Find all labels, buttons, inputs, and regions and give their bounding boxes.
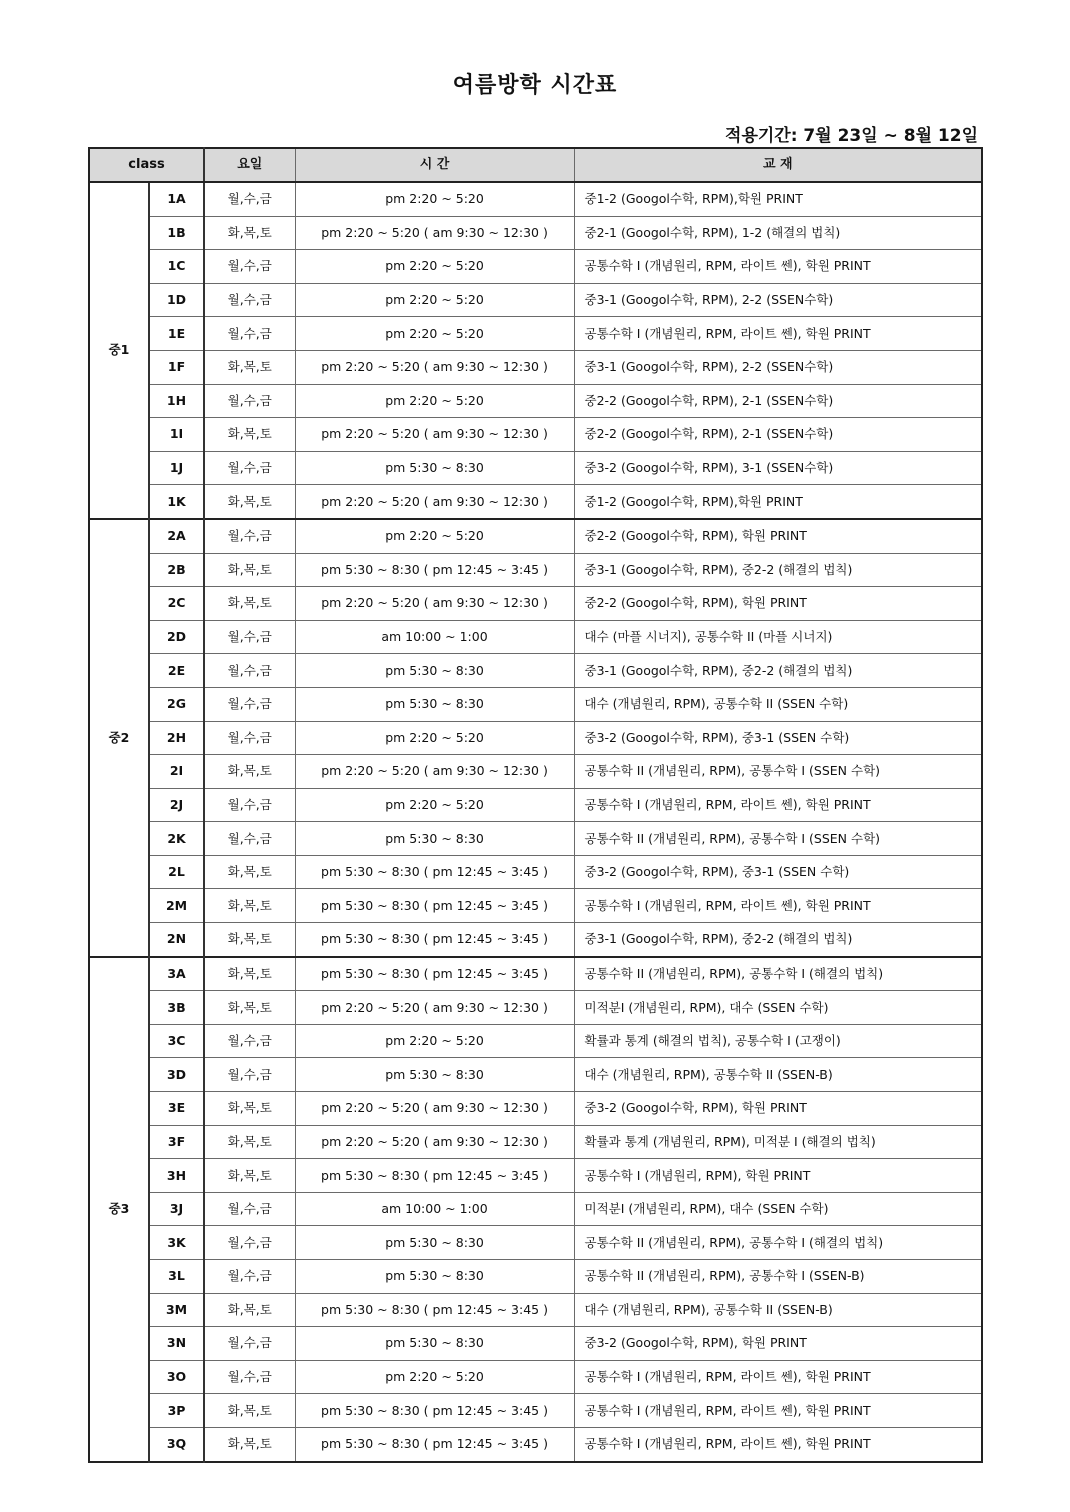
day-cell: 화,목,토 <box>204 216 295 250</box>
time-cell: pm 5:30 ~ 8:30 ( pm 12:45 ~ 3:45 ) <box>295 889 574 923</box>
table-row <box>89 654 982 688</box>
table-row <box>89 620 982 654</box>
day-cell: 화,목,토 <box>204 957 295 991</box>
time-cell: pm 2:20 ~ 5:20 ( am 9:30 ~ 12:30 ) <box>295 587 574 621</box>
class-cell: 2M <box>149 889 204 923</box>
time-cell: pm 2:20 ~ 5:20 <box>295 788 574 822</box>
table-row <box>89 317 982 351</box>
table-row <box>89 1058 982 1092</box>
day-cell: 월,수,금 <box>204 1226 295 1260</box>
table-row <box>89 1125 982 1159</box>
book-cell: 확률과 통계 (개념원리, RPM), 미적분 I (해결의 법칙) <box>574 1125 982 1159</box>
page-title: 여름방학 시간표 <box>452 73 618 98</box>
class-cell: 1H <box>149 384 204 418</box>
class-cell: 2H <box>149 721 204 755</box>
time-cell: pm 5:30 ~ 8:30 ( pm 12:45 ~ 3:45 ) <box>295 1427 574 1461</box>
table-row <box>89 822 982 856</box>
time-cell: pm 5:30 ~ 8:30 ( pm 12:45 ~ 3:45 ) <box>295 957 574 991</box>
class-cell: 2A <box>149 519 204 553</box>
day-cell: 월,수,금 <box>204 451 295 485</box>
book-cell: 중3-2 (Googol수학, RPM), 중3-1 (SSEN 수학) <box>574 721 982 755</box>
table-row <box>89 991 982 1025</box>
class-cell: 2N <box>149 923 204 957</box>
book-cell: 중3-1 (Googol수학, RPM), 2-2 (SSEN수학) <box>574 283 982 317</box>
day-cell: 월,수,금 <box>204 519 295 553</box>
table-row <box>89 1394 982 1428</box>
time-cell: pm 2:20 ~ 5:20 ( am 9:30 ~ 12:30 ) <box>295 418 574 452</box>
class-cell: 1D <box>149 283 204 317</box>
day-cell: 화,목,토 <box>204 418 295 452</box>
day-cell: 화,목,토 <box>204 350 295 384</box>
day-cell: 화,목,토 <box>204 1159 295 1193</box>
day-cell: 화,목,토 <box>204 855 295 889</box>
time-cell: pm 5:30 ~ 8:30 <box>295 687 574 721</box>
day-cell: 화,목,토 <box>204 1092 295 1126</box>
class-cell: 1C <box>149 250 204 284</box>
time-cell: pm 2:20 ~ 5:20 ( am 9:30 ~ 12:30 ) <box>295 1092 574 1126</box>
day-cell: 화,목,토 <box>204 1293 295 1327</box>
grade-cell: 중3 <box>89 957 149 1462</box>
class-cell: 3L <box>149 1260 204 1294</box>
table-row <box>89 1024 982 1058</box>
time-cell: pm 2:20 ~ 5:20 ( am 9:30 ~ 12:30 ) <box>295 1125 574 1159</box>
book-cell: 중2-2 (Googol수학, RPM), 2-1 (SSEN수학) <box>574 418 982 452</box>
class-cell: 3C <box>149 1024 204 1058</box>
header-time: 시 간 <box>295 148 574 182</box>
time-cell: am 10:00 ~ 1:00 <box>295 620 574 654</box>
book-cell: 미적분I (개념원리, RPM), 대수 (SSEN 수학) <box>574 991 982 1025</box>
time-cell: pm 2:20 ~ 5:20 ( am 9:30 ~ 12:30 ) <box>295 991 574 1025</box>
day-cell: 월,수,금 <box>204 620 295 654</box>
table-row <box>89 519 982 553</box>
time-cell: pm 5:30 ~ 8:30 <box>295 1260 574 1294</box>
class-cell: 3J <box>149 1192 204 1226</box>
header-day: 요일 <box>204 148 295 182</box>
time-cell: pm 2:20 ~ 5:20 <box>295 182 574 216</box>
day-cell: 월,수,금 <box>204 721 295 755</box>
class-cell: 1J <box>149 451 204 485</box>
table-row <box>89 788 982 822</box>
book-cell: 공통수학 II (개념원리, RPM), 공통수학 I (SSEN 수학) <box>574 822 982 856</box>
book-cell: 공통수학 I (개념원리, RPM, 라이트 쎈), 학원 PRINT <box>574 317 982 351</box>
table-row <box>89 451 982 485</box>
book-cell: 대수 (개념원리, RPM), 공통수학 II (SSEN-B) <box>574 1058 982 1092</box>
book-cell: 공통수학 II (개념원리, RPM), 공통수학 I (해결의 법칙) <box>574 957 982 991</box>
book-cell: 중2-1 (Googol수학, RPM), 1-2 (해결의 법칙) <box>574 216 982 250</box>
class-cell: 3E <box>149 1092 204 1126</box>
time-cell: pm 2:20 ~ 5:20 <box>295 250 574 284</box>
table-row <box>89 755 982 789</box>
time-cell: am 10:00 ~ 1:00 <box>295 1192 574 1226</box>
book-cell: 공통수학 I (개념원리, RPM, 라이트 쎈), 학원 PRINT <box>574 1360 982 1394</box>
table-row <box>89 485 982 519</box>
table-row <box>89 1327 982 1361</box>
book-cell: 공통수학 II (개념원리, RPM), 공통수학 I (SSEN-B) <box>574 1260 982 1294</box>
book-cell: 중2-2 (Googol수학, RPM), 2-1 (SSEN수학) <box>574 384 982 418</box>
table-row <box>89 1092 982 1126</box>
day-cell: 화,목,토 <box>204 485 295 519</box>
table-row <box>89 350 982 384</box>
time-cell: pm 5:30 ~ 8:30 <box>295 822 574 856</box>
header-book: 교 재 <box>574 148 982 182</box>
book-cell: 미적분I (개념원리, RPM), 대수 (SSEN 수학) <box>574 1192 982 1226</box>
time-cell: pm 5:30 ~ 8:30 <box>295 1226 574 1260</box>
table-row <box>89 553 982 587</box>
class-cell: 3Q <box>149 1427 204 1461</box>
class-cell: 3O <box>149 1360 204 1394</box>
table-row <box>89 182 982 216</box>
day-cell: 화,목,토 <box>204 923 295 957</box>
class-cell: 1I <box>149 418 204 452</box>
day-cell: 월,수,금 <box>204 250 295 284</box>
header-class: class <box>89 148 204 182</box>
book-cell: 공통수학 I (개념원리, RPM, 라이트 쎈), 학원 PRINT <box>574 889 982 923</box>
table-row <box>89 384 982 418</box>
time-cell: pm 2:20 ~ 5:20 <box>295 384 574 418</box>
class-cell: 2D <box>149 620 204 654</box>
table-row <box>89 1260 982 1294</box>
time-cell: pm 2:20 ~ 5:20 ( am 9:30 ~ 12:30 ) <box>295 755 574 789</box>
class-cell: 2E <box>149 654 204 688</box>
time-cell: pm 5:30 ~ 8:30 <box>295 1058 574 1092</box>
class-cell: 2L <box>149 855 204 889</box>
day-cell: 월,수,금 <box>204 384 295 418</box>
schedule-body <box>89 182 982 1462</box>
day-cell: 월,수,금 <box>204 788 295 822</box>
table-row <box>89 283 982 317</box>
class-cell: 1E <box>149 317 204 351</box>
day-cell: 월,수,금 <box>204 1360 295 1394</box>
time-cell: pm 2:20 ~ 5:20 <box>295 1024 574 1058</box>
book-cell: 공통수학 I (개념원리, RPM, 라이트 쎈), 학원 PRINT <box>574 1427 982 1461</box>
table-row <box>89 1427 982 1461</box>
table-row <box>89 957 982 991</box>
book-cell: 중3-1 (Googol수학, RPM), 2-2 (SSEN수학) <box>574 350 982 384</box>
day-cell: 월,수,금 <box>204 317 295 351</box>
time-cell: pm 5:30 ~ 8:30 <box>295 654 574 688</box>
table-row <box>89 587 982 621</box>
class-cell: 2J <box>149 788 204 822</box>
table-row <box>89 889 982 923</box>
time-cell: pm 2:20 ~ 5:20 ( am 9:30 ~ 12:30 ) <box>295 350 574 384</box>
day-cell: 화,목,토 <box>204 755 295 789</box>
time-cell: pm 2:20 ~ 5:20 <box>295 519 574 553</box>
time-cell: pm 2:20 ~ 5:20 ( am 9:30 ~ 12:30 ) <box>295 216 574 250</box>
book-cell: 대수 (마플 시너지), 공통수학 II (마플 시너지) <box>574 620 982 654</box>
day-cell: 화,목,토 <box>204 1394 295 1428</box>
time-cell: pm 5:30 ~ 8:30 ( pm 12:45 ~ 3:45 ) <box>295 553 574 587</box>
book-cell: 중3-1 (Googol수학, RPM), 중2-2 (해결의 법칙) <box>574 553 982 587</box>
class-cell: 3N <box>149 1327 204 1361</box>
time-cell: pm 2:20 ~ 5:20 <box>295 283 574 317</box>
day-cell: 화,목,토 <box>204 991 295 1025</box>
class-cell: 1K <box>149 485 204 519</box>
book-cell: 중3-1 (Googol수학, RPM), 중2-2 (해결의 법칙) <box>574 923 982 957</box>
book-cell: 중2-2 (Googol수학, RPM), 학원 PRINT <box>574 587 982 621</box>
day-cell: 월,수,금 <box>204 1024 295 1058</box>
day-cell: 월,수,금 <box>204 182 295 216</box>
table-row <box>89 721 982 755</box>
grade-cell: 중1 <box>89 182 149 519</box>
time-cell: pm 2:20 ~ 5:20 <box>295 1360 574 1394</box>
table-row <box>89 1360 982 1394</box>
time-cell: pm 2:20 ~ 5:20 <box>295 721 574 755</box>
class-cell: 3K <box>149 1226 204 1260</box>
table-row <box>89 687 982 721</box>
class-cell: 1A <box>149 182 204 216</box>
time-cell: pm 5:30 ~ 8:30 ( pm 12:45 ~ 3:45 ) <box>295 923 574 957</box>
day-cell: 월,수,금 <box>204 1192 295 1226</box>
book-cell: 중2-2 (Googol수학, RPM), 학원 PRINT <box>574 519 982 553</box>
book-cell: 공통수학 II (개념원리, RPM), 공통수학 I (SSEN 수학) <box>574 755 982 789</box>
applicable-period: 적용기간: 7월 23일 ~ 8월 12일 <box>725 126 978 146</box>
book-cell: 공통수학 I (개념원리, RPM, 라이트 쎈), 학원 PRINT <box>574 1394 982 1428</box>
class-cell: 3P <box>149 1394 204 1428</box>
table-row <box>89 923 982 957</box>
book-cell: 공통수학 I (개념원리, RPM), 학원 PRINT <box>574 1159 982 1193</box>
time-cell: pm 5:30 ~ 8:30 ( pm 12:45 ~ 3:45 ) <box>295 1293 574 1327</box>
class-cell: 3F <box>149 1125 204 1159</box>
time-cell: pm 5:30 ~ 8:30 <box>295 1327 574 1361</box>
day-cell: 월,수,금 <box>204 687 295 721</box>
table-row <box>89 1293 982 1327</box>
class-cell: 2G <box>149 687 204 721</box>
book-cell: 중1-2 (Googol수학, RPM),학원 PRINT <box>574 485 982 519</box>
day-cell: 화,목,토 <box>204 553 295 587</box>
time-cell: pm 2:20 ~ 5:20 <box>295 317 574 351</box>
grade-cell: 중2 <box>89 519 149 957</box>
book-cell: 공통수학 II (개념원리, RPM), 공통수학 I (해결의 법칙) <box>574 1226 982 1260</box>
book-cell: 공통수학 I (개념원리, RPM, 라이트 쎈), 학원 PRINT <box>574 788 982 822</box>
header-row <box>89 148 982 182</box>
class-cell: 3H <box>149 1159 204 1193</box>
book-cell: 중1-2 (Googol수학, RPM),학원 PRINT <box>574 182 982 216</box>
class-cell: 2K <box>149 822 204 856</box>
class-cell: 3A <box>149 957 204 991</box>
time-cell: pm 5:30 ~ 8:30 ( pm 12:45 ~ 3:45 ) <box>295 855 574 889</box>
class-cell: 2B <box>149 553 204 587</box>
class-cell: 3D <box>149 1058 204 1092</box>
day-cell: 화,목,토 <box>204 1125 295 1159</box>
table-row <box>89 216 982 250</box>
table-row <box>89 855 982 889</box>
time-cell: pm 5:30 ~ 8:30 ( pm 12:45 ~ 3:45 ) <box>295 1394 574 1428</box>
class-cell: 2C <box>149 587 204 621</box>
class-cell: 3M <box>149 1293 204 1327</box>
book-cell: 중3-2 (Googol수학, RPM), 3-1 (SSEN수학) <box>574 451 982 485</box>
table-row <box>89 1159 982 1193</box>
table-row <box>89 418 982 452</box>
book-cell: 중3-2 (Googol수학, RPM), 중3-1 (SSEN 수학) <box>574 855 982 889</box>
book-cell: 공통수학 I (개념원리, RPM, 라이트 쎈), 학원 PRINT <box>574 250 982 284</box>
day-cell: 월,수,금 <box>204 822 295 856</box>
book-cell: 중3-1 (Googol수학, RPM), 중2-2 (해결의 법칙) <box>574 654 982 688</box>
class-cell: 2I <box>149 755 204 789</box>
class-cell: 1B <box>149 216 204 250</box>
class-cell: 1F <box>149 350 204 384</box>
day-cell: 월,수,금 <box>204 654 295 688</box>
book-cell: 중3-2 (Googol수학, RPM), 학원 PRINT <box>574 1327 982 1361</box>
table-row <box>89 250 982 284</box>
time-cell: pm 5:30 ~ 8:30 ( pm 12:45 ~ 3:45 ) <box>295 1159 574 1193</box>
day-cell: 월,수,금 <box>204 283 295 317</box>
book-cell: 대수 (개념원리, RPM), 공통수학 II (SSEN-B) <box>574 1293 982 1327</box>
table-row <box>89 1192 982 1226</box>
schedule-table <box>88 147 983 1463</box>
day-cell: 월,수,금 <box>204 1058 295 1092</box>
day-cell: 화,목,토 <box>204 1427 295 1461</box>
book-cell: 중3-2 (Googol수학, RPM), 학원 PRINT <box>574 1092 982 1126</box>
day-cell: 화,목,토 <box>204 889 295 923</box>
day-cell: 화,목,토 <box>204 587 295 621</box>
day-cell: 월,수,금 <box>204 1327 295 1361</box>
book-cell: 대수 (개념원리, RPM), 공통수학 II (SSEN 수학) <box>574 687 982 721</box>
time-cell: pm 2:20 ~ 5:20 ( am 9:30 ~ 12:30 ) <box>295 485 574 519</box>
class-cell: 3B <box>149 991 204 1025</box>
time-cell: pm 5:30 ~ 8:30 <box>295 451 574 485</box>
table-row <box>89 1226 982 1260</box>
day-cell: 월,수,금 <box>204 1260 295 1294</box>
book-cell: 확률과 통계 (해결의 법칙), 공통수학 I (고쟁이) <box>574 1024 982 1058</box>
